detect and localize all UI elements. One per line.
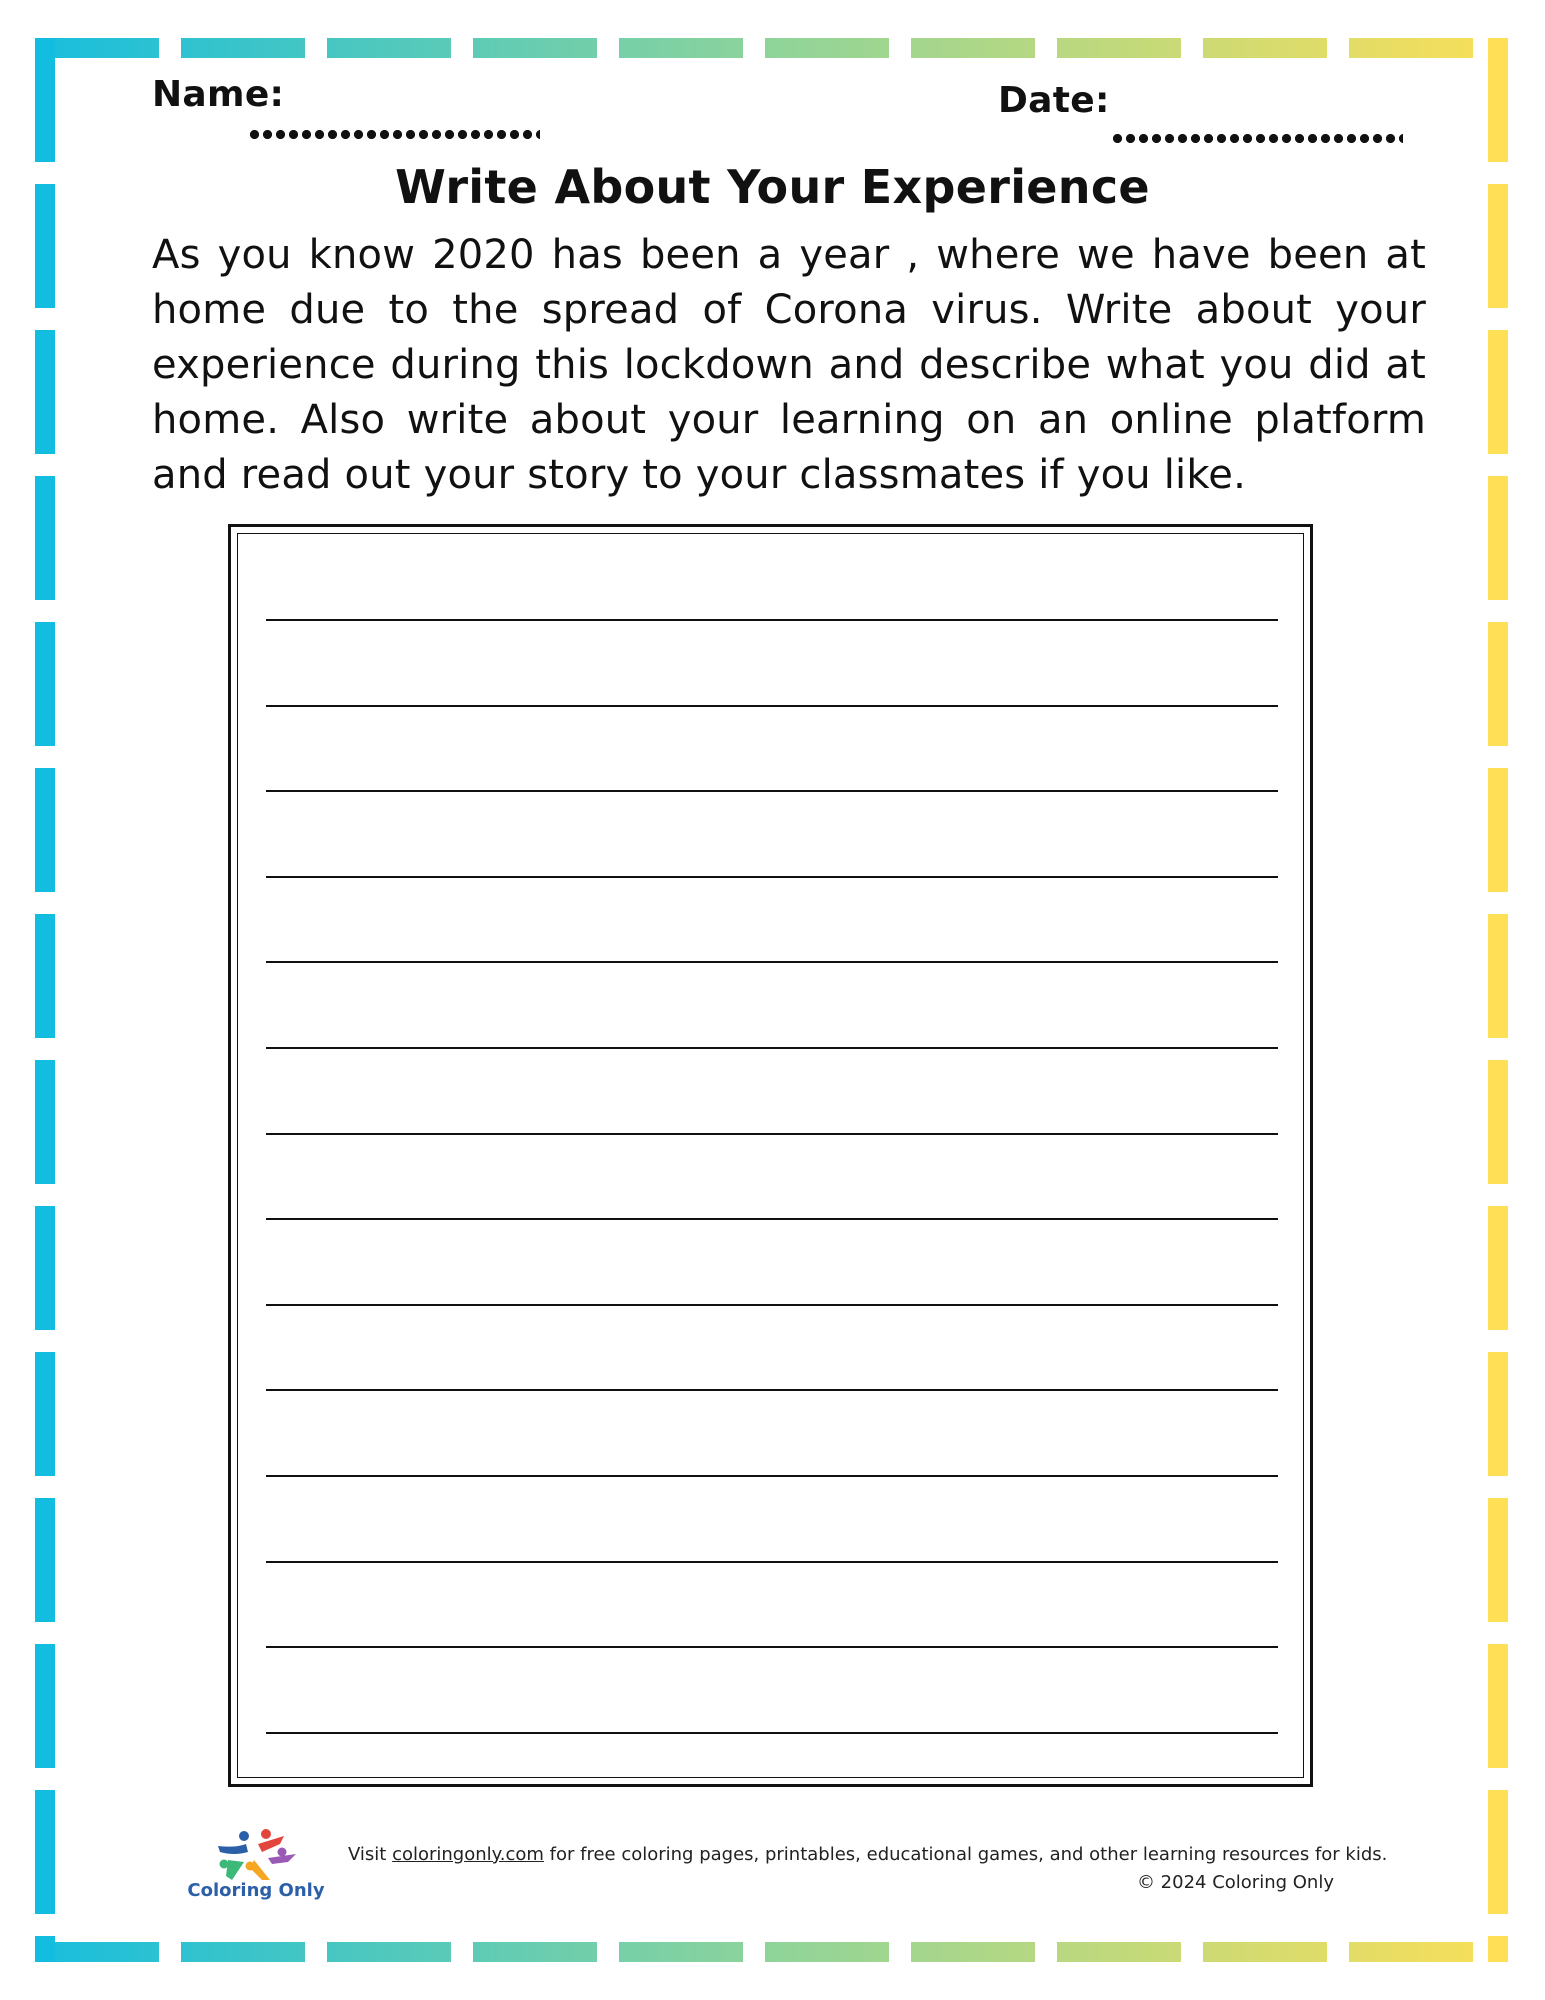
writing-line[interactable] <box>266 1646 1278 1648</box>
footer-copyright: © 2024 Coloring Only <box>1136 1872 1334 1893</box>
writing-prompt: As you know 2020 has been a year , where we have been at home due to the spread of Corona virus. Write about your experience during this lockdown and describe what you did at home. Also write about your learning on an online platform and read out your story to your classmates if you like. <box>152 232 1426 498</box>
writing-box <box>228 524 1313 1787</box>
writing-line[interactable] <box>266 619 1278 621</box>
footer-visit-text: Visit coloringonly.com for free coloring pages, printables, educational games, and other learning resources for kids. <box>348 1844 1388 1865</box>
writing-line[interactable] <box>266 1732 1278 1734</box>
writing-line[interactable] <box>266 790 1278 792</box>
writing-line[interactable] <box>266 1389 1278 1391</box>
date-field[interactable] <box>1111 134 1403 143</box>
coloring-only-logo-icon <box>188 1826 328 1886</box>
logo-text: Coloring Only <box>187 1880 325 1901</box>
writing-line[interactable] <box>266 1561 1278 1563</box>
writing-line[interactable] <box>266 1047 1278 1049</box>
writing-line[interactable] <box>266 1475 1278 1477</box>
worksheet-title: Write About Your Experience <box>395 160 1150 214</box>
writing-line[interactable] <box>266 1304 1278 1306</box>
writing-line[interactable] <box>266 1133 1278 1135</box>
date-label: Date: <box>998 80 1110 121</box>
writing-line[interactable] <box>266 961 1278 963</box>
coloringonly-link[interactable]: coloringonly.com <box>392 1844 544 1865</box>
writing-line[interactable] <box>266 1218 1278 1220</box>
writing-line[interactable] <box>266 705 1278 707</box>
writing-line[interactable] <box>266 876 1278 878</box>
name-label: Name: <box>152 74 285 115</box>
name-field[interactable] <box>248 130 540 139</box>
writing-box-inner-frame <box>237 533 1304 1778</box>
